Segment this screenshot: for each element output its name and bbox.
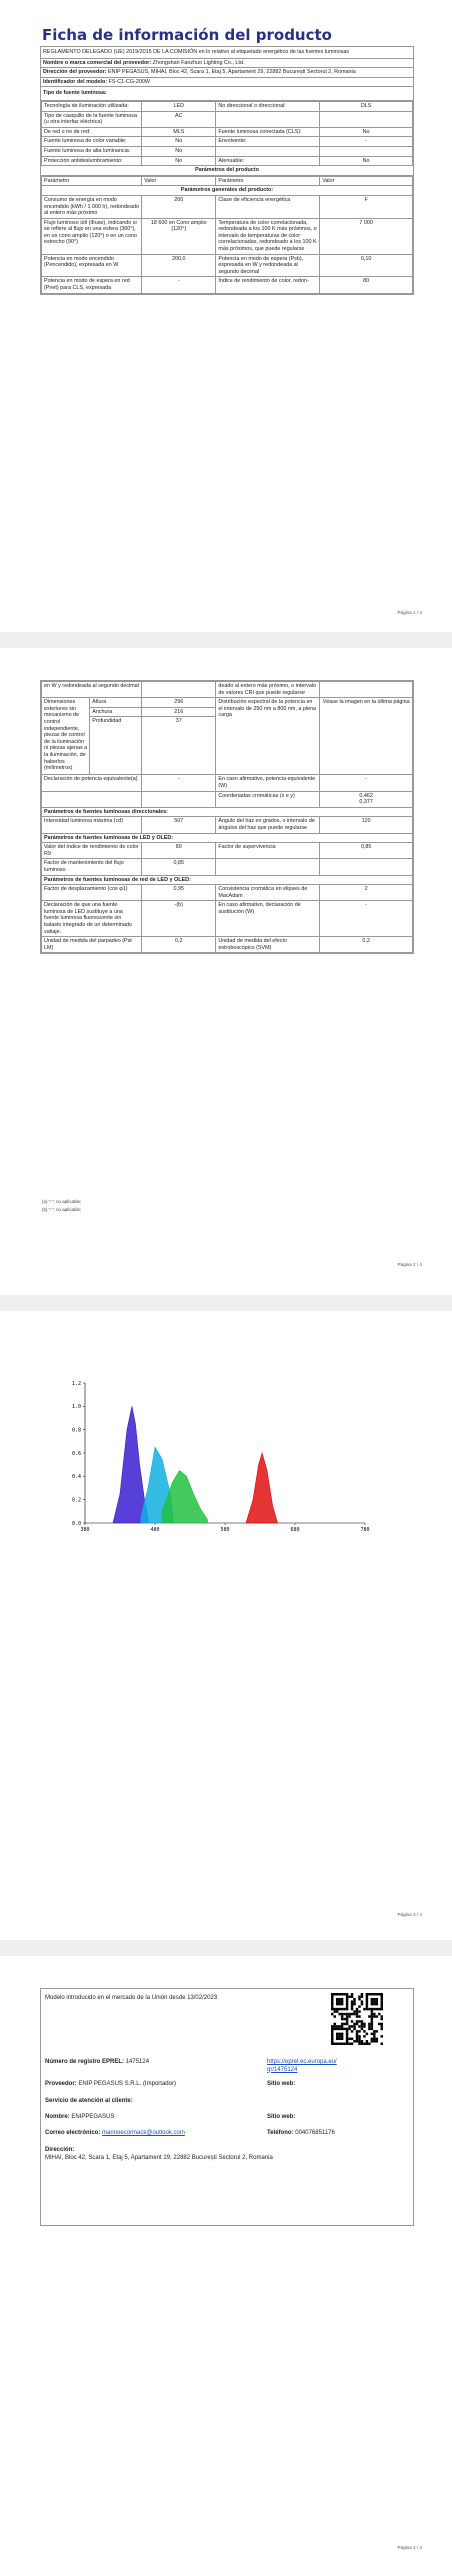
led-row [42, 859, 413, 875]
eprel-label: Número de registro EPREL: [45, 2059, 125, 2065]
equiv-v2: - [320, 775, 413, 791]
mains-row [42, 937, 413, 953]
mains-header-row [42, 875, 413, 885]
type-l1: De red o no de red: [42, 127, 142, 137]
type-row [42, 127, 413, 137]
y-tick-label: 0.8 [71, 1427, 81, 1434]
y-tick-label: 0.0 [71, 1520, 81, 1527]
general-l2: Clase de eficiencia energética [216, 195, 320, 218]
general-v2: F [320, 195, 413, 218]
general-l2: Temperatura de color correlacionada, redondeada a los 100 K más próximos, o intervalo de temperaturas de color correlacionadas, redondeado a los 100 K más próximos, que puede regularse [216, 218, 320, 254]
footnote-b: (b) "-": no aplicable; [42, 1207, 82, 1212]
address-row [41, 68, 413, 78]
general-l2: Índice de rendimiento de color, redon- [216, 277, 320, 293]
x-tick-label: 680 [290, 1527, 300, 1533]
email-link[interactable]: marinoecormack@outlook.com [102, 2130, 185, 2136]
page-gap-1 [0, 632, 452, 648]
footnote-a: (a) "-": no aplicable; [42, 1199, 82, 1204]
directional-header: Parámetros de fuentes luminosas direccionales: [42, 807, 413, 817]
address-label: Dirección del proveedor: [43, 69, 107, 76]
led-header-row [42, 833, 413, 843]
y-tick-label: 1.0 [71, 1404, 81, 1411]
info-box-4 [40, 1988, 414, 2226]
y-tick-label: 1.2 [71, 1380, 81, 1387]
chroma-value: 0,462 0,377 [320, 791, 413, 807]
type-row [42, 146, 413, 156]
supplier-label: Nombre o marca comercial del proveedor: [43, 59, 152, 66]
led-v2: 0,85 [320, 843, 413, 859]
x-tick-label: 780 [360, 1527, 370, 1533]
led-l1: Valor del índice de rendimiento de color R9 [42, 843, 142, 859]
type-row [42, 111, 413, 127]
mains-row [42, 901, 413, 937]
mains-v1: -(b) [142, 901, 216, 937]
type-v1: AC [142, 111, 216, 127]
led-l1: Factor de mantenimiento del flujo luminoso [42, 859, 142, 875]
equiv-value: - [142, 775, 216, 791]
name-value: ENIPPEGASUS [71, 2114, 115, 2120]
mains-l2: Consistencia cromática en elipses de MacAdam [216, 885, 320, 901]
mains-l2: Unidad de medida del efecto estroboscópico (SVM) [216, 937, 320, 953]
mains-l1: Unidad de medida del parpadeo (Pst LM) [42, 937, 142, 953]
type-table [41, 101, 413, 166]
dir-v2: 120 [320, 817, 413, 833]
type-v2: - [320, 137, 413, 147]
general-l1: Potencia en modo de espera en red (Pnet) para CLS, expresada [42, 277, 142, 293]
general-header: Parámetros generales del producto: [42, 186, 413, 196]
cont-l1: en W y redondeada al segundo decimal [42, 682, 142, 698]
model-value: FS-C1-CG-200W [108, 78, 150, 85]
led-l2 [216, 859, 320, 875]
col-value-2: Valor [320, 176, 413, 186]
email-row [45, 2130, 185, 2138]
general-header-row [42, 186, 413, 196]
dims-row-1 [42, 698, 413, 708]
page-number-4: Página 4 / 4 [397, 2545, 422, 2550]
col-param-2: Parámetro [216, 176, 320, 186]
general-v1: 200,0 [142, 254, 216, 277]
website-label: Sitio web: [267, 2081, 296, 2087]
info-box-2 [40, 680, 414, 954]
mains-l1: Declaración de que una fuente luminosa de LED sustituye a una fuente luminosa fluorescente sin balasto integrado de un determinado vatiaje. [42, 901, 142, 937]
y-tick-label: 0.6 [71, 1450, 81, 1457]
dims-val-height: 296 [142, 698, 216, 708]
led-l2: Factor de supervivencia [216, 843, 320, 859]
provider-label: Proveedor: [45, 2081, 77, 2087]
type-row [42, 137, 413, 147]
type-row [42, 101, 413, 111]
led-v2 [320, 859, 413, 875]
type-v1: LED [142, 101, 216, 111]
general-v2: 0,10 [320, 254, 413, 277]
mains-header: Parámetros de fuentes luminosas de red de LED y OLED: [42, 875, 413, 885]
spectrum-series-2 [162, 1471, 208, 1524]
phone-label: Teléfono: [267, 2130, 294, 2136]
mains-v2: - [320, 901, 413, 937]
col-param-1: Parámetro [42, 176, 142, 186]
dims-val-width: 216 [142, 707, 216, 717]
eprel-link[interactable]: https://eprel.ec.europa.eu/qr/1475124 [267, 2059, 337, 2073]
dir-v1: 507 [142, 817, 216, 833]
col-value-1: Valor [142, 176, 216, 186]
eprel-value: 1475124 [125, 2059, 150, 2065]
general-l1: Flujo luminoso útil (Φuse), indicando si se refiere al flujo en una esfera (360°), en un cono amplio (120°) o en un cono estrecho (90°) [42, 218, 142, 254]
page-gap-2 [0, 1295, 452, 1311]
spectral-value: Véase la imagen en la última página [320, 698, 413, 775]
page-number-1: Página 1 / 4 [397, 610, 422, 615]
general-l1: Potencia en modo encendido (Pencendido), expresada en W [42, 254, 142, 277]
equiv-label: Declaración de potencia equivalente(a) [42, 775, 142, 791]
dir-row [42, 817, 413, 833]
regulation-text: REGLAMENTO DELEGADO (UE) 2019/2015 DE LA COMISIÓN en lo relativo al etiquetado energético de las fuentes luminosas [41, 47, 413, 59]
page-title: Ficha de información del producto [42, 26, 332, 44]
general-row [42, 218, 413, 254]
dir-value: MIHAI, Bloc 42, Scara 1, Etaj 5, Apartament 29, 22882 București Sectorul 2, Romania [45, 2155, 273, 2161]
dims-key-width: Anchura [90, 707, 142, 717]
type-v2 [320, 111, 413, 127]
type-l2: No direccional o direccional: [216, 101, 320, 111]
mains-v1: 0,2 [142, 937, 216, 953]
spectrum-series-3 [246, 1453, 278, 1523]
spectrum-series-0 [113, 1406, 148, 1523]
mains-v2: 2 [320, 885, 413, 901]
page-number-2: Página 2 / 4 [397, 1262, 422, 1267]
page-2 [0, 650, 452, 1290]
type-l2: Fuente luminosa conectada (CLS): [216, 127, 320, 137]
dir-l1: Intensidad luminosa máxima (cd) [42, 817, 142, 833]
info-box-1 [40, 46, 414, 295]
supplier-value: Zhongshan Fanzhuo Lighting Co., Ltd. [152, 59, 245, 66]
type-v2 [320, 146, 413, 156]
cont-v2 [320, 682, 413, 698]
mains-v2: 0,2 [320, 937, 413, 953]
mains-row [42, 885, 413, 901]
type-v1: MLS [142, 127, 216, 137]
x-tick-label: 380 [80, 1527, 90, 1533]
led-v1: 80 [142, 843, 216, 859]
type-l1: Tipo de casquillo de la fuente luminosa (u otra interfaz eléctrica) [42, 111, 142, 127]
y-tick-label: 0.2 [71, 1497, 81, 1504]
params-table-cont [41, 681, 413, 953]
dims-label: Dimensiones exteriores sin mecanismo de control independiente, piezas de control de la iluminación ni piezas ajenas a la iluminación, de haberlos (milímetros) [42, 698, 90, 775]
phone-row [267, 2130, 335, 2138]
general-row [42, 254, 413, 277]
params-header: Parámetros del producto [41, 166, 413, 176]
page-1 [0, 0, 452, 620]
led-header: Parámetros de fuentes luminosas de LED y OLED: [42, 833, 413, 843]
params-table [41, 176, 413, 294]
qr-code-icon[interactable] [331, 1993, 383, 2045]
type-v1: No [142, 137, 216, 147]
x-tick-label: 480 [150, 1527, 160, 1533]
address-value: ENIP PEGASUS, MIHAI, Bloc 42, Scara 1, Etaj 5, Apartament 29, 22882 București Sectorul 2, Romania [108, 69, 356, 76]
mains-v1: 0,95 [142, 885, 216, 901]
provider-row [45, 2081, 176, 2089]
type-l2: Envolvente: [216, 137, 320, 147]
general-v1: - [142, 277, 216, 293]
type-l2 [216, 146, 320, 156]
dims-key-depth: Profundidad [90, 717, 142, 775]
intro-text: Modelo introducido en el mercado de la Unión desde 13/02/2023 [45, 1995, 218, 2001]
general-l1: Consumo de energía en modo encendido (kWh / 1 000 h), redondeado al entero más próximo [42, 195, 142, 218]
spectral-label: Distribución espectral de la potencia en el intervalo de 250 nm a 800 nm, a plena carga [216, 698, 320, 775]
y-tick-label: 0.4 [71, 1474, 81, 1481]
dir-l2: Ángulo del haz en grados, o intervalo de ángulos del haz que puede regularse [216, 817, 320, 833]
name-row [45, 2114, 114, 2122]
led-row [42, 843, 413, 859]
general-v1: 18 600 en Cono amplio (120°) [142, 218, 216, 254]
general-v2: 80 [320, 277, 413, 293]
general-l2: Potencia en modo de espera (Psb), expresada en W y redondeada al segundo decimal [216, 254, 320, 277]
mains-l2: En caso afirmativo, declaración de sustitución (W) [216, 901, 320, 937]
email-label: Correo electrónico: [45, 2130, 101, 2136]
type-v1: No [142, 156, 216, 166]
page-number-3: Página 3 / 4 [397, 1912, 422, 1917]
type-l1: Fuente luminosa de color variable: [42, 137, 142, 147]
source-type-header: Tipo de fuente luminosa: [41, 87, 413, 101]
type-l1: Fuente luminosa de alta luminancia: [42, 146, 142, 156]
general-row [42, 277, 413, 293]
type-v2: No [320, 156, 413, 166]
cont-v1 [142, 682, 216, 698]
chroma-row [42, 791, 413, 807]
x-tick-label: 580 [220, 1527, 230, 1533]
provider-value: ENIP PEGASUS S.R.L. (Importador) [78, 2081, 176, 2087]
type-v2: DLS [320, 101, 413, 111]
type-l2 [216, 111, 320, 127]
supplier-row [41, 59, 413, 69]
service-label: Servicio de atención al cliente: [45, 2098, 133, 2104]
general-row [42, 195, 413, 218]
params-col-header [42, 176, 413, 186]
phone-value: 004076851176 [295, 2130, 335, 2136]
equiv-l2: En caso afirmativo, potencia equivalente (W) [216, 775, 320, 791]
dims-key-height: Altura [90, 698, 142, 708]
general-v1: 200 [142, 195, 216, 218]
chroma-label: Coordenadas cromáticas (x e y) [216, 791, 320, 807]
dir-label: Dirección: [45, 2147, 75, 2153]
eprel-row [45, 2059, 149, 2067]
directional-header-row [42, 807, 413, 817]
type-row [42, 156, 413, 166]
model-row [41, 78, 413, 88]
dims-val-depth: 37 [142, 717, 216, 775]
led-v1: 0,85 [142, 859, 216, 875]
equiv-row [42, 775, 413, 791]
model-label: Identificador del modelo: [43, 78, 108, 85]
general-v2: 7 000 [320, 218, 413, 254]
type-l1: Protección antideslumbramiento: [42, 156, 142, 166]
type-v2: No [320, 127, 413, 137]
type-l2: Atenuable: [216, 156, 320, 166]
page-gap-3 [0, 1940, 452, 1956]
cont-l2: deado al entero más próximo, o intervalo de valores CRI que puede regularse [216, 682, 320, 698]
spectral-chart [65, 1375, 405, 1535]
type-v1: No [142, 146, 216, 156]
page-4 [0, 1958, 452, 2560]
name-label: Nombre: [45, 2114, 70, 2120]
website2-label: Sitio web: [267, 2114, 296, 2120]
type-l1: Tecnología de iluminación utilizada: [42, 101, 142, 111]
cont-row [42, 682, 413, 698]
mains-l1: Factor de desplazamiento (cos φ1) [42, 885, 142, 901]
